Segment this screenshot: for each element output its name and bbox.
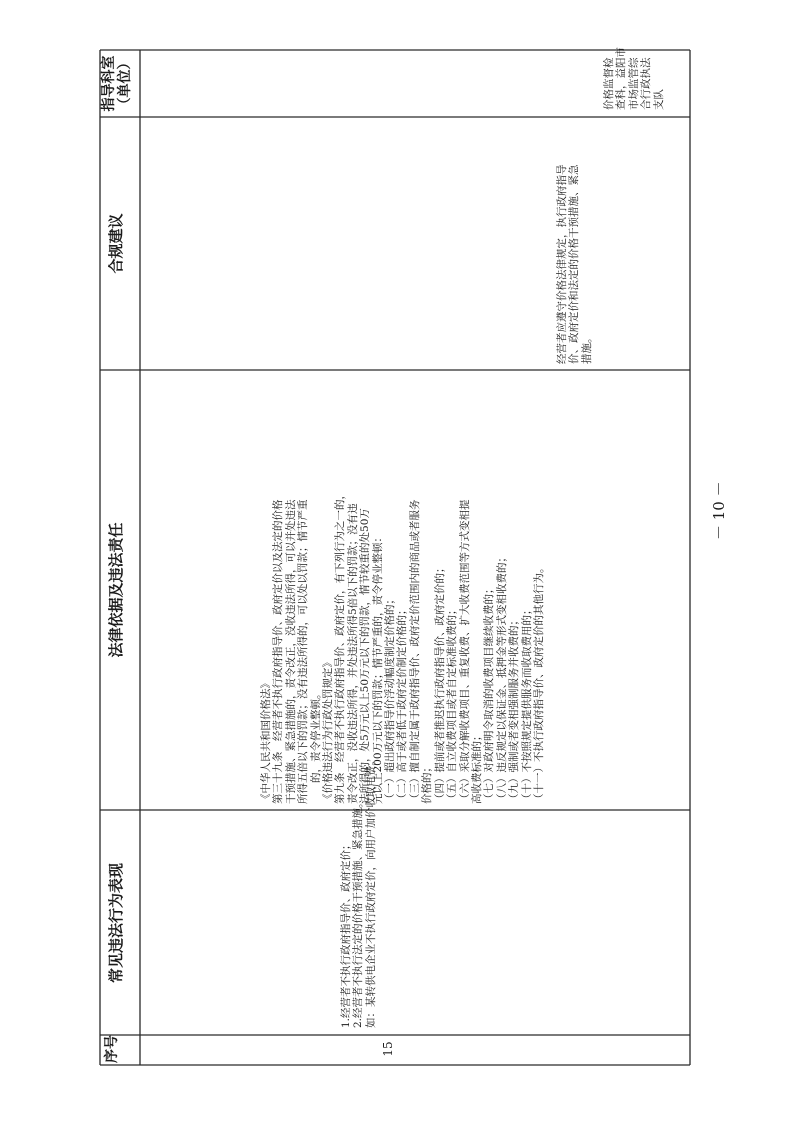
law-title: 《中华人民共和国价格法》	[260, 678, 272, 804]
header-advice: 合规建议	[107, 213, 125, 274]
law-item: （十）不按照规定提供服务而收取费用的；	[520, 604, 533, 804]
law-text-line: 元以上200万元以下的罚款；情节严重的，责令停业整顿：	[371, 531, 384, 804]
law-item: （九）强制或者变相强制服务并收费的；	[508, 615, 521, 804]
law-item: （十一）不执行政府指导价、政府定价的其他行为。	[532, 562, 545, 804]
law-item: 价格的；	[421, 762, 434, 804]
law-item: （六）采取分解收费项目、重复收费、扩大收费范围等方式变相提	[458, 499, 471, 804]
guide-unit-line: 市场监管综	[627, 57, 640, 110]
law-item: （五）自立收费项目或者自定标准收费的；	[446, 604, 459, 804]
guide-unit-line: 查科，益阳市	[615, 47, 628, 110]
law-item: （二）高于或者低于政府定价制定价格的；	[396, 604, 409, 804]
advice-line: 价、政府定价和法定的价格干预措施、紧急	[568, 164, 581, 364]
law-text-line: 责令改正，没收违法所得，并处违法所得5倍以下的罚款；没有违	[346, 503, 359, 804]
row-advice	[556, 165, 593, 365]
law-item: （三）擅自制定属于政府指导价、政府定价范围内的商品或者服务	[408, 499, 421, 804]
law-text-line: 第三十九条 经营者不执行政府指导价、政府定价以及法定的价格	[272, 499, 285, 804]
behavior-line: 2.经营者不执行法定的价格干预措施、紧急措施。	[352, 797, 365, 1028]
row-legal-basis	[260, 489, 545, 804]
law-text-line: 所得五倍以下的罚款；没有违法所得的，可以处以罚款；情节严重	[297, 499, 310, 804]
law-text-line: 干预措施、紧急措施的，责令改正，没收违法所得，可以并处违法	[284, 499, 297, 804]
page-number: － 10 －	[710, 481, 728, 540]
law-text-line: 法所得的，处5万元以上50万元以下的罚款，情节较重的处50万	[359, 508, 372, 804]
law-item: （七）对政府明令取消的收费项目继续收费的；	[483, 583, 496, 804]
row-seq: 15	[381, 1041, 395, 1057]
law-item: （四）提前或者推迟执行政府指导价、政府定价的；	[433, 562, 446, 804]
header-seq: 序号	[104, 1035, 120, 1063]
guide-unit-line: 价格监督检	[603, 57, 615, 110]
law-item: （一）超出政府指导价浮动幅度制定价格的；	[384, 594, 397, 804]
law-title: 《价格违法行为行政处罚规定》	[322, 657, 335, 804]
advice-line: 经营者应遵守价格法律规定，执行政府指导	[556, 164, 568, 364]
guide-unit-line: 合行政执法	[640, 57, 653, 110]
law-item: 高收费标准的；	[470, 730, 483, 804]
header-guide-unit: 指导科室 （单位）	[101, 55, 134, 112]
header-behaviors: 常见违法行为表现	[107, 863, 125, 984]
guide-unit-line: 支队	[652, 89, 665, 110]
row-guide-unit	[603, 47, 665, 110]
behavior-line: 1.经营者不执行政府指导价、政府定价；	[340, 839, 352, 1028]
header-legal-basis: 法律依据及违法责任	[107, 522, 125, 658]
advice-line: 措施。	[580, 332, 593, 364]
law-text-line: 第九条 经营者不执行政府指导价、政府定价，有下列行为之一的，	[334, 489, 347, 804]
law-item: （八）违反规定以保证金、抵押金等形式变相收费的；	[495, 552, 508, 804]
law-text-line: 的，责令停业整顿。	[309, 688, 322, 783]
behavior-line: 如：某转供电企业不执行政府定价，向用户加价收取电费。	[364, 755, 377, 1028]
